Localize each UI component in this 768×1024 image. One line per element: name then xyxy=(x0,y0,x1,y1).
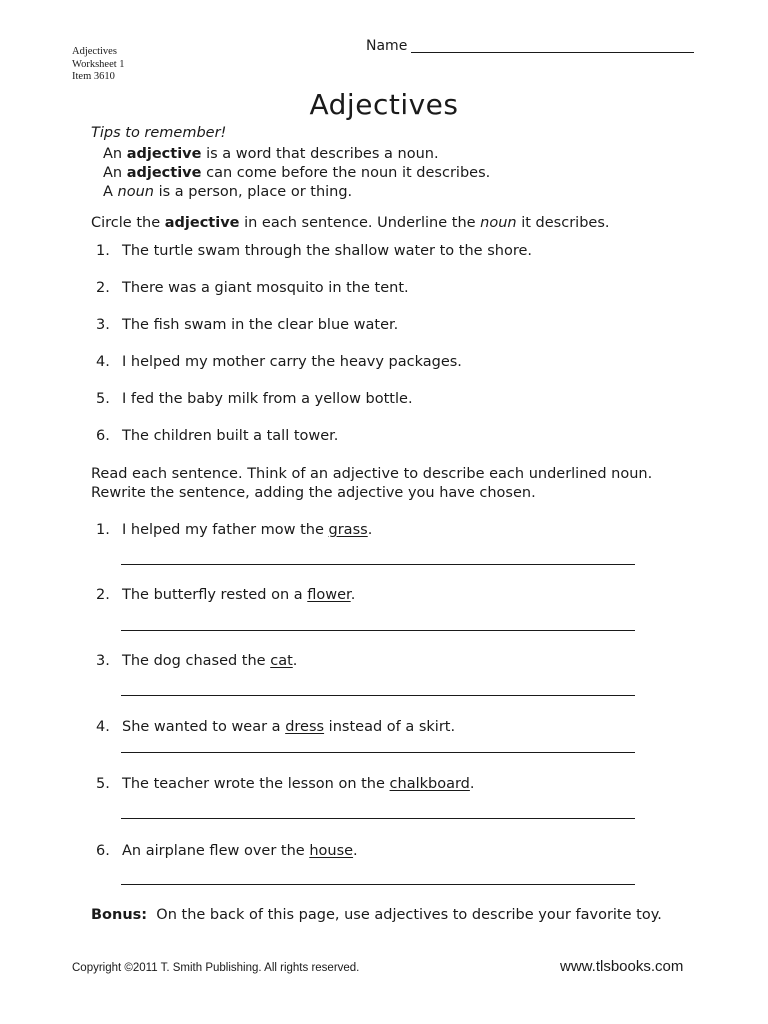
part2-instruction-line-2: Rewrite the sentence, adding the adjective you have chosen. xyxy=(91,485,536,501)
bonus-task: Bonus: On the back of this page, use adjectives to describe your favorite toy. xyxy=(91,907,662,923)
part1-item: 2. There was a giant mosquito in the tent. xyxy=(96,280,409,296)
underlined-noun: dress xyxy=(285,719,325,735)
part1-item: 1. The turtle swam through the shallow water to the shore. xyxy=(96,243,532,259)
worksheet-meta xyxy=(72,46,125,84)
website-url: www.tlsbooks.com xyxy=(560,958,684,975)
part2-item: 2. The butterfly rested on a flower. xyxy=(96,587,356,603)
underlined-noun: flower xyxy=(307,587,351,603)
answer-line[interactable] xyxy=(121,884,635,885)
tip-line-1: An adjective is a word that describes a noun. xyxy=(103,146,439,162)
meta-subject: Adjectives xyxy=(72,46,117,57)
part2-item: 1. I helped my father mow the grass. xyxy=(96,522,373,538)
underlined-noun: house xyxy=(309,843,354,859)
part2-item: 5. The teacher wrote the lesson on the chalkboard. xyxy=(96,776,475,792)
name-label: Name xyxy=(366,38,408,54)
bonus-label: Bonus: xyxy=(91,907,148,923)
tip-line-3: A noun is a person, place or thing. xyxy=(103,184,353,200)
part1-item: 4. I helped my mother carry the heavy packages. xyxy=(96,354,462,370)
part1-instruction: Circle the adjective in each sentence. Underline the noun it describes. xyxy=(91,215,610,231)
tip-line-2: An adjective can come before the noun it describes. xyxy=(103,165,491,181)
page-title: Adjectives xyxy=(309,88,459,121)
part1-item: 5. I fed the baby milk from a yellow bottle. xyxy=(96,391,413,407)
part2-item: 3. The dog chased the cat. xyxy=(96,653,298,669)
part1-item: 6. The children built a tall tower. xyxy=(96,428,339,444)
underlined-noun: grass xyxy=(328,522,368,538)
part2-item: 6. An airplane flew over the house. xyxy=(96,843,358,859)
part2-item: 4. She wanted to wear a dress instead of a skirt. xyxy=(96,719,456,735)
part1-item: 3. The fish swam in the clear blue water. xyxy=(96,317,399,333)
answer-line[interactable] xyxy=(121,695,635,696)
copyright-notice: Copyright ©2011 T. Smith Publishing. All rights reserved. xyxy=(72,962,360,974)
underlined-noun: chalkboard xyxy=(389,776,470,792)
tips-heading: Tips to remember! xyxy=(91,125,227,141)
meta-worksheet: Worksheet 1 xyxy=(72,58,125,70)
name-field-line[interactable] xyxy=(411,52,694,53)
answer-line[interactable] xyxy=(121,818,635,819)
answer-line[interactable] xyxy=(121,752,635,753)
meta-item: Item 3610 xyxy=(72,71,115,82)
answer-line[interactable] xyxy=(121,630,635,631)
part2-instruction-line-1: Read each sentence. Think of an adjective to describe each underlined noun. xyxy=(91,466,653,482)
answer-line[interactable] xyxy=(121,564,635,565)
underlined-noun: cat xyxy=(270,653,293,669)
